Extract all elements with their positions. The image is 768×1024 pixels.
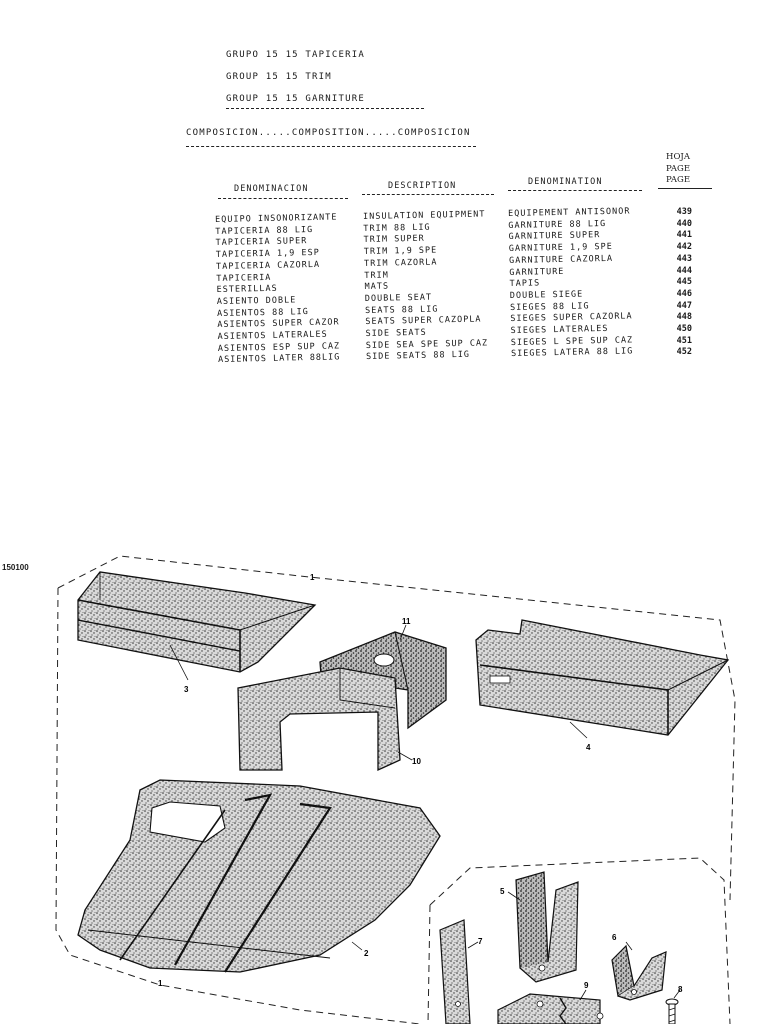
page-number: 447	[676, 300, 692, 311]
list-item: TRIM CAZORLA	[363, 257, 438, 269]
callout-label: 3	[184, 685, 189, 694]
list-item: MATS	[364, 281, 390, 293]
part-6-small-bracket	[612, 946, 666, 1000]
list-item: GARNITURE SUPER	[508, 230, 601, 243]
list-item: SIEGES LATERALES	[510, 323, 609, 337]
list-item: EQUIPO INSONORIZANTE	[215, 212, 338, 225]
list-item: ASIENTOS LATERALES	[217, 329, 328, 343]
page-number: 452	[676, 347, 692, 358]
list-item: GARNITURE CAZORLA	[508, 253, 614, 266]
list-item: ASIENTOS 88 LIG	[216, 306, 309, 319]
leader-7	[468, 942, 478, 948]
callout-label: 7	[478, 937, 483, 946]
part-7-strip	[440, 920, 470, 1024]
list-item: GARNITURE 1,9 SPE	[508, 241, 613, 255]
page-number: 444	[676, 265, 692, 276]
callout-label: 10	[412, 757, 421, 766]
group-line-es: GRUPO 15 15 TAPICERIA	[226, 50, 365, 60]
list-item: TAPICERIA 88 LIG	[215, 224, 314, 237]
list-item: GARNITURE	[509, 266, 565, 278]
part-8-screw	[666, 999, 678, 1024]
page-header-page-fr: PAGE	[665, 175, 691, 185]
list-item: SIEGES 88 LIG	[509, 300, 590, 313]
callout-label: 2	[364, 949, 369, 958]
leader-2	[352, 942, 362, 950]
list-item: SIEGES L SPE SUP CAZ	[510, 335, 634, 348]
list-item: ASIENTOS ESP SUP CAZ	[217, 341, 341, 354]
list-item: TAPICERIA	[216, 272, 272, 284]
page-number: 442	[676, 242, 692, 253]
list-item: TAPICERIA 1,9 ESP	[215, 247, 320, 261]
callout-label: 9	[584, 981, 589, 990]
page-number: 451	[676, 335, 692, 346]
list-item: SEATS 88 LIG	[364, 304, 439, 316]
list-item: TRIM	[364, 269, 389, 281]
list-item: ESTERILLAS	[216, 283, 278, 296]
leader-4	[570, 722, 587, 738]
list-item: GARNITURE 88 LIG	[508, 218, 607, 231]
col-header-denomination: DENOMINATION	[528, 177, 603, 187]
list-item: TAPIS	[509, 278, 541, 290]
list-item: SIDE SEATS	[365, 327, 427, 340]
list-item: SEATS SUPER CAZOPLA	[365, 314, 482, 328]
part-10-tunnel-panel	[238, 668, 400, 770]
page-number: 439	[676, 207, 692, 217]
page-number: 441	[676, 230, 692, 241]
page-number: 450	[676, 324, 692, 335]
part-2-floor-mat	[78, 780, 440, 972]
list-item: SIDE SEA SPE SUP CAZ	[365, 338, 489, 351]
list-item: SIEGES SUPER CAZORLA	[510, 311, 633, 325]
list-item: TAPICERIA SUPER	[215, 236, 308, 249]
list-item: ASIENTOS SUPER CAZOR	[217, 317, 340, 331]
list-item: TRIM SUPER	[363, 234, 425, 246]
page-header-hoja: HOJA	[666, 152, 690, 162]
callout-label: 11	[402, 617, 411, 626]
callout-label: 8	[678, 985, 683, 994]
list-item: SIDE SEATS 88 LIG	[365, 350, 471, 363]
list-item: ASIENTO DOBLE	[216, 295, 297, 307]
part-3-panel	[78, 572, 315, 672]
col-header-denominacion: DENOMINACION	[234, 184, 309, 194]
group-line-en: GROUP 15 15 TRIM	[226, 72, 332, 82]
col-header-description: DESCRIPTION	[388, 181, 457, 191]
list-item: DOUBLE SIEGE	[509, 289, 584, 301]
page-header-page: PAGE	[665, 163, 691, 174]
callout-label: 1	[158, 979, 163, 988]
list-item: TRIM 88 LIG	[363, 222, 431, 234]
composition-title: COMPOSICION.....COMPOSITION.....COMPOSICION	[186, 128, 471, 138]
part-4-panel	[476, 620, 728, 735]
page-number: 445	[676, 277, 692, 288]
callout-label: 6	[612, 933, 617, 942]
page-number: 443	[676, 253, 692, 264]
callout-label: 1	[310, 573, 315, 582]
list-item: EQUIPEMENT ANTISONOR	[508, 206, 631, 219]
list-item: DOUBLE SEAT	[364, 292, 433, 304]
part-9-block	[498, 994, 603, 1024]
list-item: TRIM 1,9 SPE	[363, 245, 438, 258]
page-number: 446	[676, 288, 692, 299]
list-item: SIEGES LATERA 88 LIG	[510, 346, 634, 360]
page-number: 440	[676, 218, 692, 229]
list-item: ASIENTOS LATER 88LIG	[217, 352, 341, 366]
figure-reference: 150100	[2, 563, 29, 572]
callout-label: 4	[586, 743, 591, 752]
list-item: INSULATION EQUIPMENT	[363, 209, 486, 222]
group-line-fr: GROUP 15 15 GARNITURE	[226, 94, 365, 104]
list-item: TAPICERIA CAZORLA	[215, 259, 321, 272]
page-number: 448	[676, 312, 692, 323]
callout-label: 5	[500, 887, 505, 896]
part-5-u-bracket	[516, 872, 578, 982]
